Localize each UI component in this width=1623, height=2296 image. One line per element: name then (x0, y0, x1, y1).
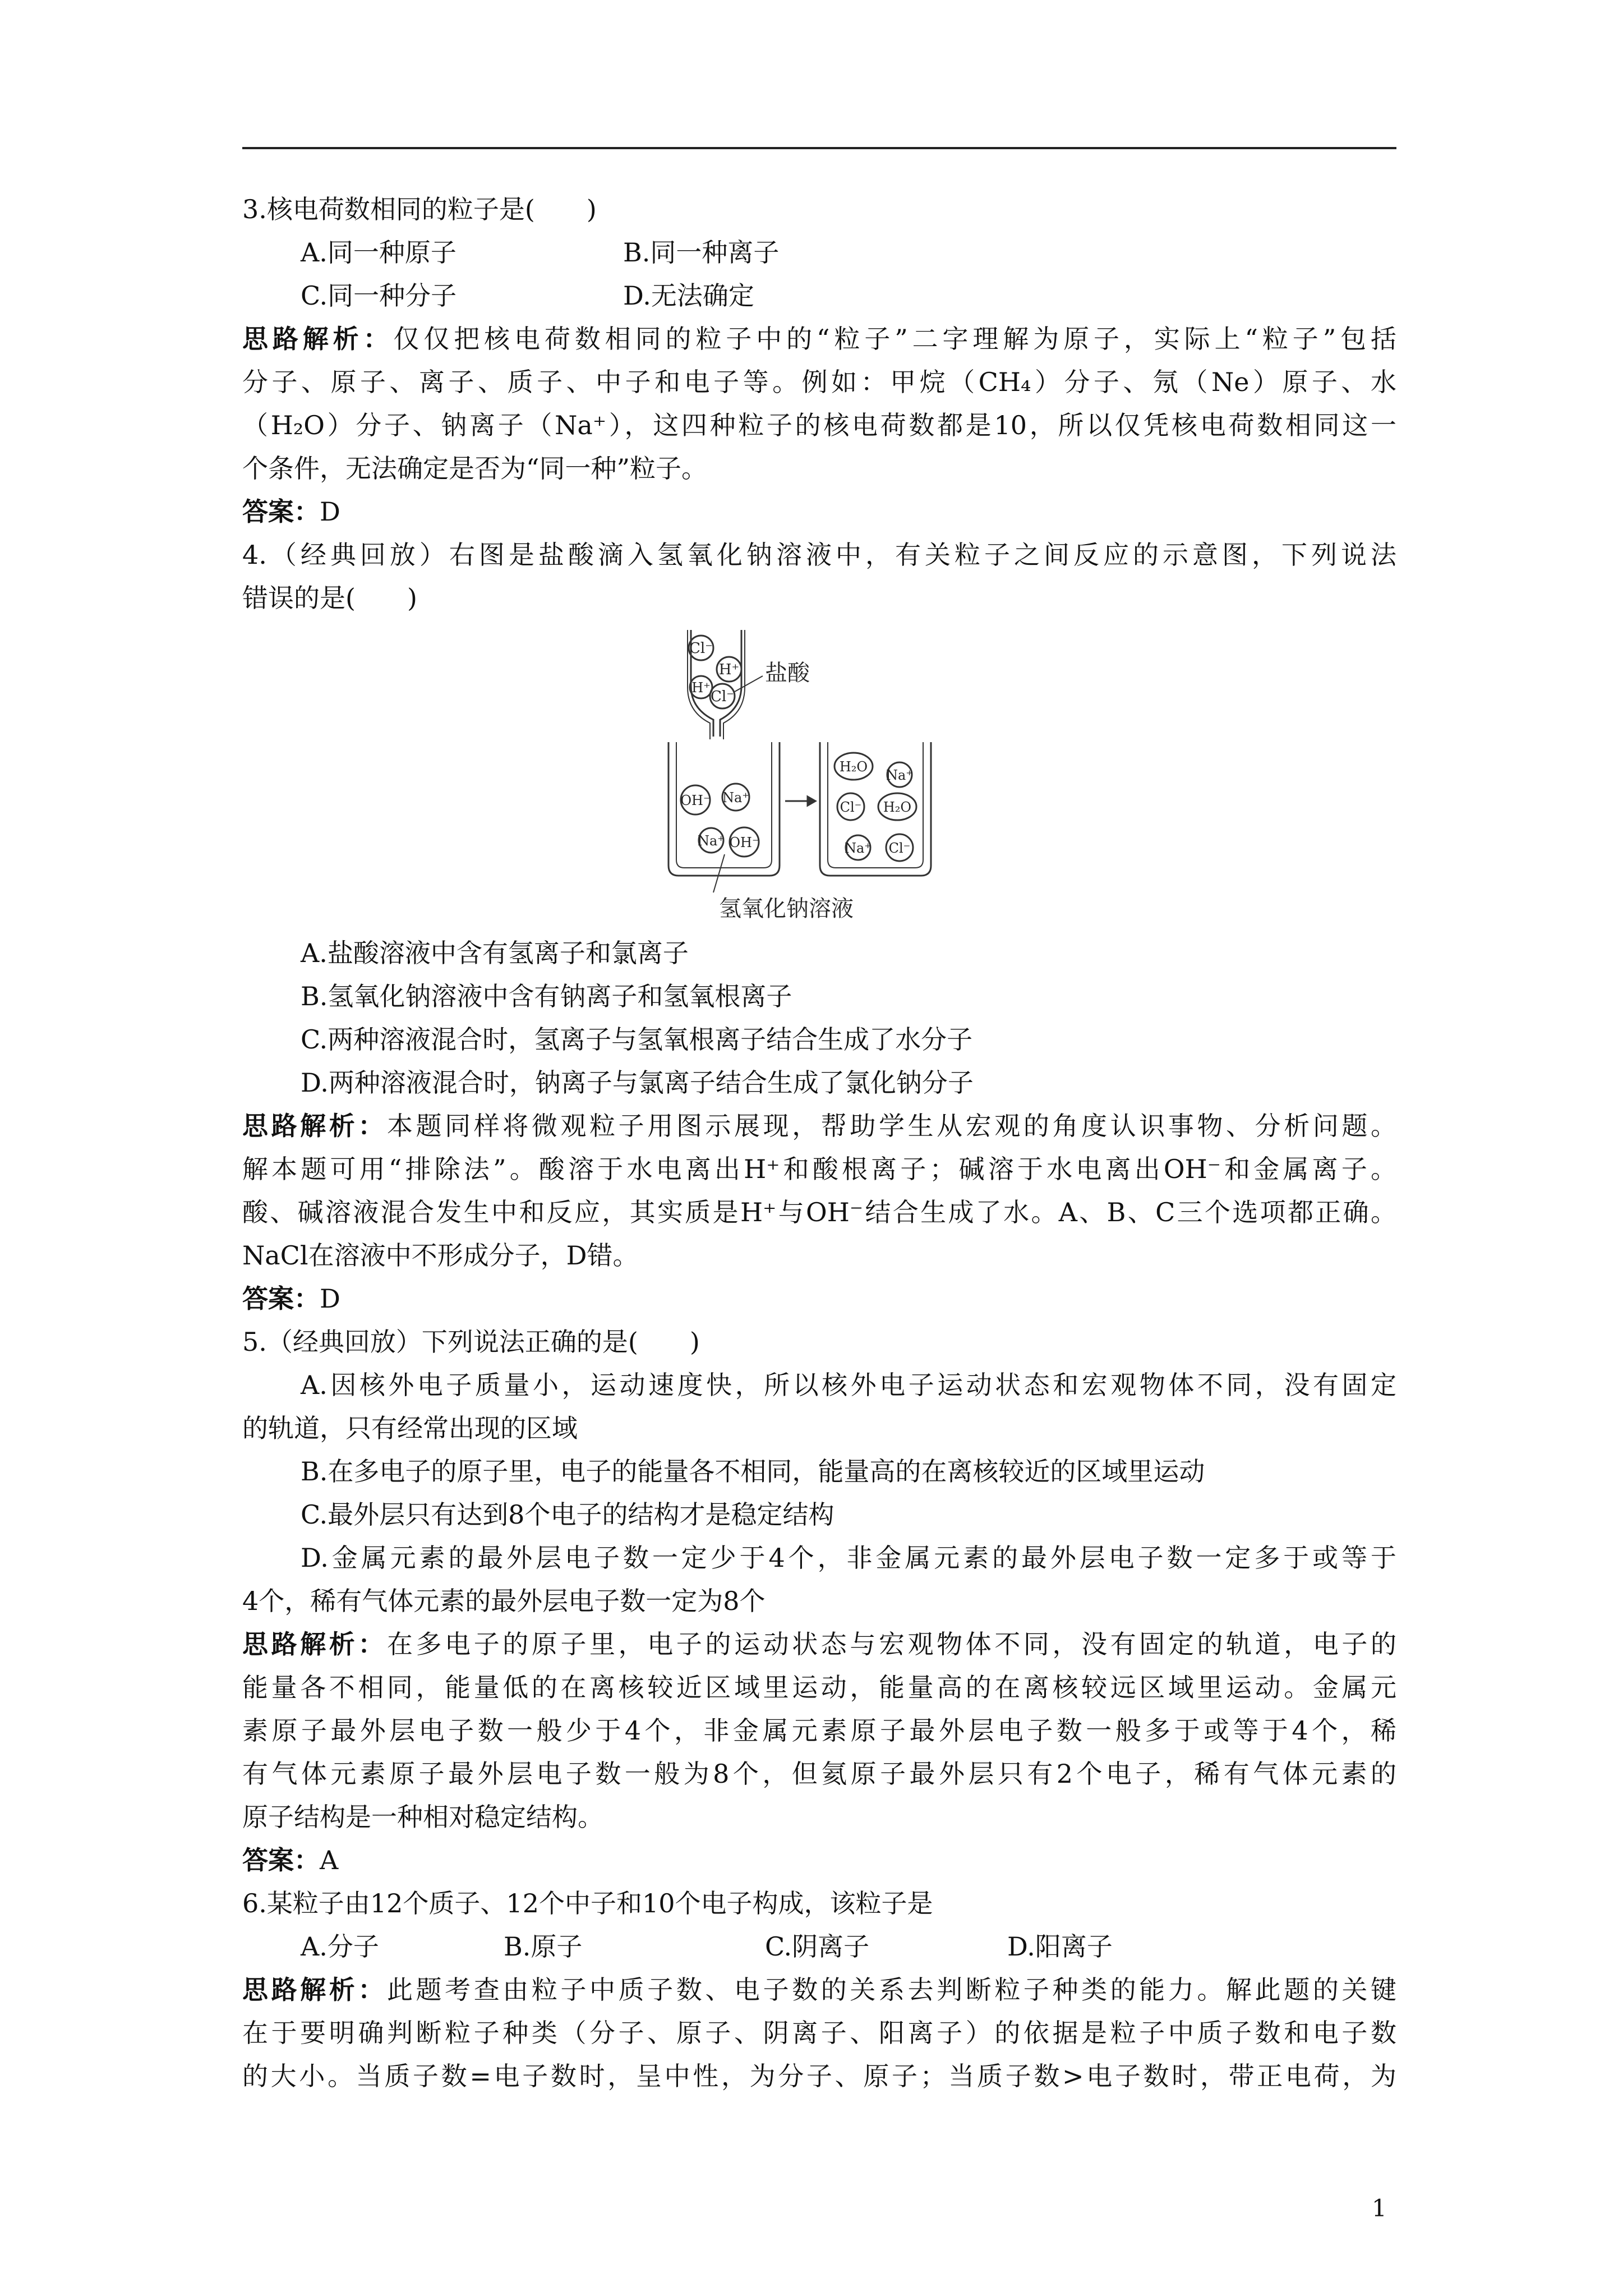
beaker-after-particle-label: Na⁺ (845, 840, 872, 856)
reaction-diagram (657, 624, 971, 927)
beaker-before-particle-label: Na⁺ (722, 790, 749, 806)
analysis-label: 思路解析： (242, 1111, 387, 1141)
q5-analysis-line: 原子结构是一种相对稳定结构。 (242, 1802, 603, 1832)
beaker-after-particle (845, 835, 872, 860)
dropper-particle-label: Cl⁻ (711, 688, 734, 705)
q5-option-c: C.最外层只有达到8个电子的结构才是稳定结构 (301, 1499, 834, 1530)
beaker-before-particle (722, 784, 749, 811)
beaker-label: 氢氧化钠溶液 (719, 896, 854, 922)
q4-option-d: D.两种溶液混合时，钠离子与氯离子结合生成了氯化钠分子 (301, 1068, 974, 1098)
dropper-particle (710, 684, 735, 708)
beaker-after-particle (878, 793, 916, 820)
beaker-before-particle-label: OH⁻ (680, 793, 711, 808)
q4-analysis-line: 酸、碱溶液混合发生中和反应，其实质是H⁺与OH⁻结合生成了水。A、B、C三个选项都正确。 (242, 1197, 1396, 1227)
arrow-icon (785, 797, 815, 806)
q5-option-d-line: D.金属元素的最外层电子数一定少于4个，非金属元素的最外层电子数一定多于或等于 (301, 1543, 1396, 1573)
q3-answer: 答案：D (242, 496, 340, 527)
q5-stem: 5.（经典回放）下列说法正确的是( ) (242, 1327, 700, 1357)
dropper-particle-label: H⁺ (691, 680, 711, 696)
q5-option-d-line: 4个，稀有气体元素的最外层电子数一定为8个 (242, 1586, 766, 1616)
q6-option-d: D.阳离子 (1007, 1931, 1113, 1962)
q4-stem-line: 错误的是( ) (242, 583, 417, 613)
q6-option-b: B.原子 (504, 1931, 583, 1962)
beaker-after-particle (837, 793, 864, 820)
q5-analysis (242, 1623, 1396, 1839)
q3-analysis (242, 318, 1396, 490)
beaker-after-particle-label: H₂O (883, 799, 912, 815)
dropper-label: 盐酸 (765, 660, 810, 686)
q3-option-b: B.同一种离子 (623, 237, 780, 268)
page-number: 1 (1372, 2194, 1387, 2222)
dropper-particle-label: H⁺ (718, 661, 740, 678)
page-content (242, 188, 1396, 2098)
dropper-particle-label: Cl⁻ (689, 640, 713, 657)
dropper-particle (689, 636, 713, 660)
q5-option-a (242, 1364, 1396, 1450)
answer-label: 答案： (242, 496, 320, 527)
q3-options-row-2 (242, 274, 1396, 318)
q4-analysis-line: 解本题可用“排除法”。酸溶于水电离出H⁺和酸根离子；碱溶于水电离出OH⁻和金属离子。 (242, 1154, 1396, 1184)
beaker-before-particle (680, 785, 710, 815)
q4-stem-line: 4.（经典回放）右图是盐酸滴入氢氧化钠溶液中，有关粒子之间反应的示意图，下列说法 (242, 540, 1396, 570)
q6-option-c: C.阴离子 (765, 1931, 870, 1962)
q3-analysis-line: 个条件，无法确定是否为“同一种”粒子。 (242, 453, 708, 484)
q4-stem (242, 533, 1396, 620)
q5-analysis-line: 能量各不相同，能量低的在离核较近区域里运动，能量高的在离核较远区域里运动。金属元 (242, 1672, 1396, 1703)
q4-analysis-line: NaCl在溶液中不形成分子，D错。 (242, 1240, 639, 1271)
q4-analysis-line: 思路解析：本题同样将微观粒子用图示展现，帮助学生从宏观的角度认识事物、分析问题。 (242, 1111, 1396, 1141)
beaker-after-particle (834, 753, 873, 780)
q3-options-row-1 (242, 231, 1396, 274)
beaker-after (820, 742, 931, 876)
q6-analysis-line: 思路解析：此题考查由粒子中质子数、电子数的关系去判断粒子种类的能力。解此题的关键 (242, 1975, 1396, 2005)
beaker-after-particle-label: Cl⁻ (888, 840, 911, 856)
q4-analysis (242, 1105, 1396, 1277)
q4-option-b: B.氢氧化钠溶液中含有钠离子和氢氧根离子 (301, 981, 792, 1011)
q6-analysis-line: 的大小。当质子数=电子数时，呈中性，为分子、原子；当质子数>电子数时，带正电荷，为 (242, 2061, 1396, 2091)
dropper-particle (717, 657, 741, 682)
q3-option-a: A.同一种原子 (301, 237, 457, 268)
q5-analysis-line: 有气体元素原子最外层电子数一般为8个，但氦原子最外层只有2个电子，稀有气体元素的 (242, 1759, 1396, 1789)
answer-label: 答案： (242, 1283, 320, 1314)
q4-answer: 答案：D (242, 1283, 340, 1314)
beaker-after-particle-label: H₂O (839, 759, 868, 775)
analysis-label: 思路解析： (242, 1975, 387, 2005)
q4-option-a: A.盐酸溶液中含有氢离子和氯离子 (301, 938, 689, 968)
analysis-label: 思路解析： (242, 1629, 387, 1659)
q4-reaction-figure (242, 624, 1396, 927)
q5-analysis-line: 思路解析：在多电子的原子里，电子的运动状态与宏观物体不同，没有固定的轨道，电子的 (242, 1629, 1396, 1659)
beaker-before-particle-label: Na⁺ (698, 833, 725, 849)
q5-option-b: B.在多电子的原子里，电子的能量各不相同，能量高的在离核较近的区域里运动 (301, 1456, 1205, 1487)
q3-option-d: D.无法确定 (623, 280, 754, 311)
q3-option-c: C.同一种分子 (301, 280, 457, 311)
q3-analysis-line: （H₂O）分子、钠离子（Na⁺），这四种粒子的核电荷数都是10，所以仅凭核电荷数相同这一 (242, 410, 1396, 440)
beaker-before-particle-label: OH⁻ (729, 835, 759, 850)
beaker-after-particle-label: Cl⁻ (840, 799, 862, 815)
beaker-before-particle (729, 827, 759, 857)
beaker-after-particle (886, 762, 913, 787)
beaker-before-particle (698, 828, 725, 853)
q6-analysis-line: 在于要明确判断粒子种类（分子、原子、阴离子、阳离子）的依据是粒子中质子数和电子数 (242, 2018, 1396, 2048)
q6-option-a: A.分子 (301, 1931, 379, 1962)
beaker-after-particle-label: Na⁺ (886, 767, 913, 783)
q5-option-a-line: A.因核外电子质量小，运动速度快，所以核外电子运动状态和宏观物体不同，没有固定 (301, 1370, 1396, 1400)
q3-stem: 3.核电荷数相同的粒子是( ) (242, 194, 597, 224)
q5-option-a-line: 的轨道，只有经常出现的区域 (242, 1413, 578, 1443)
q4-option-c: C.两种溶液混合时，氢离子与氢氧根离子结合生成了水分子 (301, 1024, 973, 1055)
q6-stem: 6.某粒子由12个质子、12个中子和10个电子构成，该粒子是 (242, 1888, 933, 1918)
q5-option-d (242, 1536, 1396, 1623)
q3-analysis-line: 分子、原子、离子、质子、中子和电子等。例如：甲烷（CH₄）分子、氖（Ne）原子、水 (242, 367, 1396, 397)
dropper-particle (690, 676, 712, 698)
q5-answer: 答案：A (242, 1845, 339, 1875)
q3-analysis-line: 思路解析：仅仅把核电荷数相同的粒子中的“粒子”二字理解为原子，实际上“粒子”包括 (242, 324, 1396, 354)
header-rule (242, 147, 1396, 149)
analysis-label: 思路解析： (242, 324, 394, 354)
answer-label: 答案： (242, 1845, 320, 1875)
q5-analysis-line: 素原子最外层电子数一般少于4个，非金属元素原子最外层电子数一般多于或等于4个，稀 (242, 1715, 1396, 1746)
q6-analysis (242, 1968, 1396, 2098)
beaker-after-particle (886, 834, 913, 861)
q6-options (242, 1925, 1396, 1968)
